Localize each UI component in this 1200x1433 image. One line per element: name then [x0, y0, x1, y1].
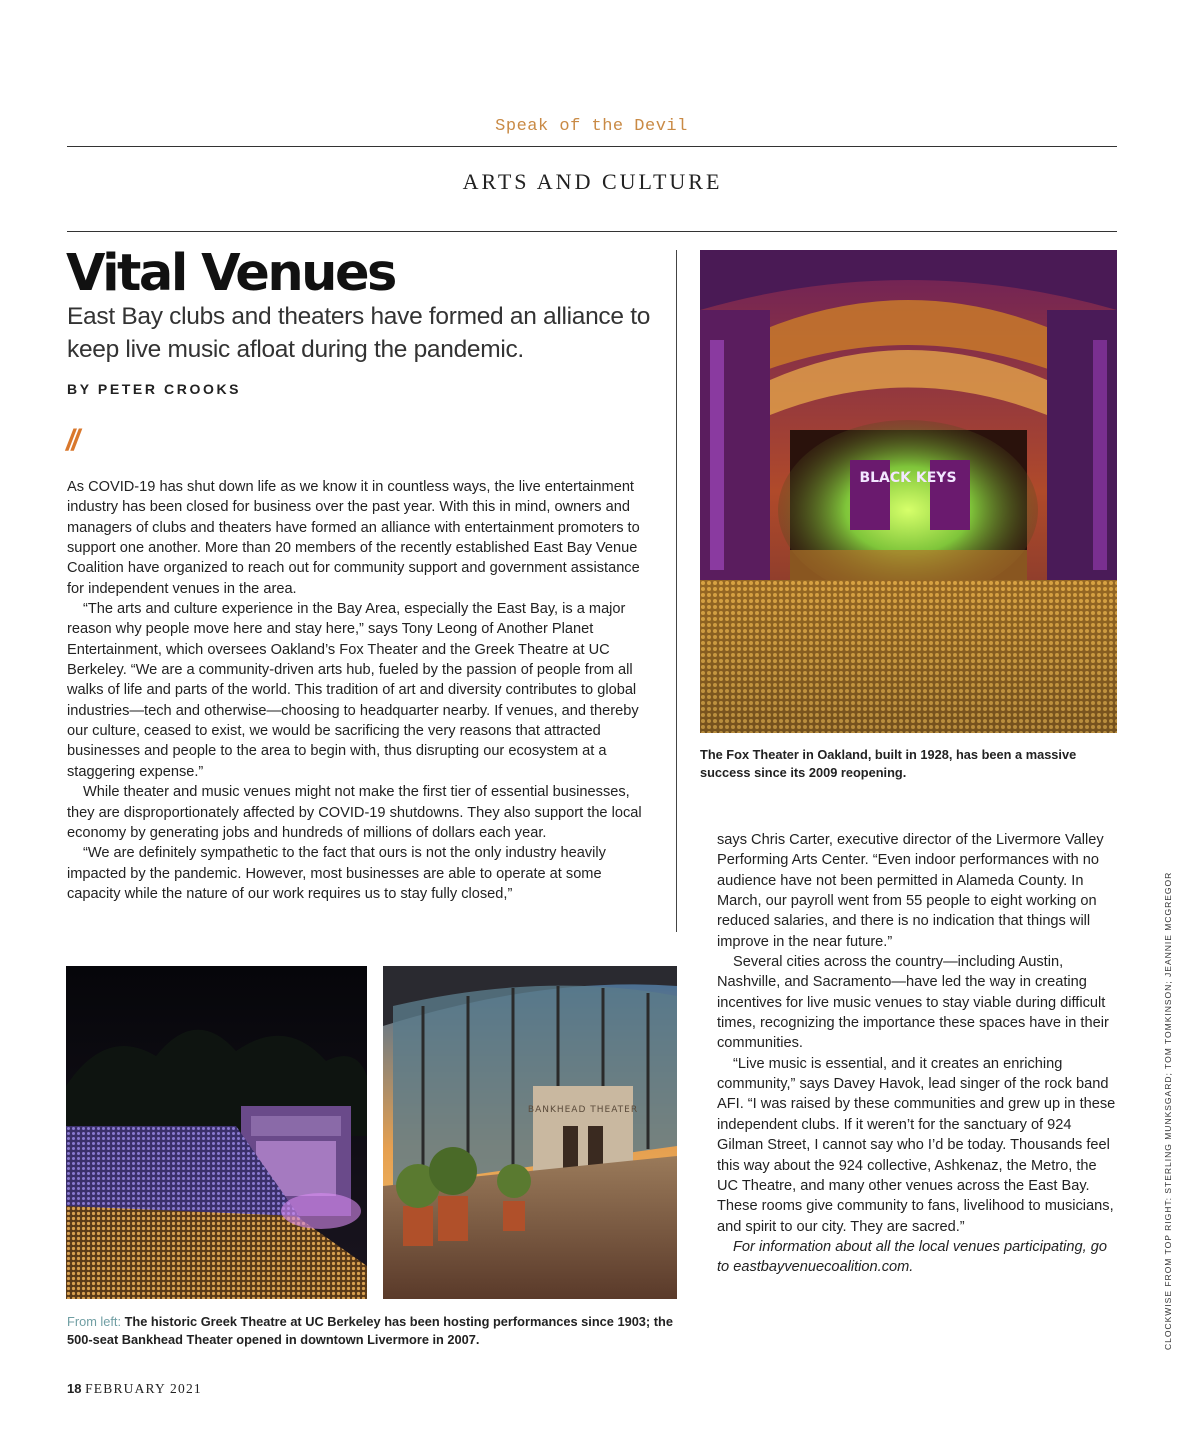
bottom-photos-caption	[67, 1313, 677, 1349]
ornament-slashes: //	[66, 424, 77, 457]
article-body-right	[717, 830, 1119, 1278]
running-header: Speak of the Devil	[495, 117, 688, 136]
headline: Vital Venues	[66, 244, 395, 303]
greek-theatre-illustration	[66, 966, 367, 1299]
issue-date: FEBRUARY 2021	[85, 1381, 202, 1396]
page-number: 18	[67, 1381, 82, 1396]
paragraph: says Chris Carter, executive director of the Livermore Valley Performing Arts Center. “Even indoor performances with no audience have not been permitted in Alameda County. In March, our payroll went from 55 people to eight working on reduced salaries, and there is no indication that things will improve in the near future.”	[717, 832, 1104, 950]
paragraph: Several cities across the country—including Austin, Nashville, and Sacramento—have led the way in creating incentives for live music venues to stay viable during difficult times, recognizing the importance these spaces have in their communities.	[717, 954, 1109, 1052]
fox-theater-photo	[700, 250, 1117, 733]
caption-text: The historic Greek Theatre at UC Berkeley has been hosting performances since 1903; the 500-seat Bankhead Theater opened in downtown Livermore in 2007.	[67, 1314, 673, 1347]
bankhead-theater-illustration	[383, 966, 677, 1299]
byline: BY PETER CROOKS	[67, 381, 242, 397]
column-divider	[676, 250, 677, 932]
header-rule-top	[67, 146, 1117, 147]
closing-note: For information about all the local venues participating, go to eastbayvenuecoalition.com.	[717, 1238, 1107, 1276]
paragraph: As COVID-19 has shut down life as we know it in countless ways, the live entertainment industry has been closed for business over the past year. With this in mind, owners and managers of clubs and theaters have formed an alliance with entertainment promoters to support one another. More than 20 members of the recently established East Bay Venue Coalition have organized to reach out for community support and government assistance for independent venues in the area.	[67, 479, 640, 597]
dek: East Bay clubs and theaters have formed an alliance to keep live music afloat during the pandemic.	[67, 303, 651, 363]
stage-banner: BLACK KEYS	[859, 470, 957, 486]
paragraph: “Live music is essential, and it creates an enriching community,” says Davey Havok, lead singer of the rock band AFI. “I was raised by these communities and grew up in these independent clubs. If it weren’t for the sanctuary of 924 Gilman Street, I cannot say who I’d be today. Thousands feel this way about the 924 collective, Ashkenaz, the Metro, the UC Theatre, and many other venues across the East Bay. These rooms give community to fans, livelihood to musicians, and spirit to our city. They are sacred.”	[717, 1055, 1116, 1235]
bankhead-theater-photo	[383, 966, 677, 1299]
paragraph: While theater and music venues might not make the first tier of essential businesses, they are disproportionately affected by COVID-19 shutdowns. They also support the local economy by generating jobs and hundreds of millions of dollars each year.	[67, 784, 642, 841]
fox-photo-caption: The Fox Theater in Oakland, built in 1928, has been a massive success since its 2009 reopening.	[700, 747, 1077, 780]
fox-theater-illustration	[700, 250, 1117, 733]
header-rule-bottom	[67, 231, 1117, 232]
caption-lead: From left:	[67, 1314, 122, 1329]
paragraph: “The arts and culture experience in the Bay Area, especially the East Bay, is a major reason why people move here and stay here,” says Tony Leong of Another Planet Entertainment, which oversees Oakland’s Fox Theater and the Greek Theatre at UC Berkeley. “We are a community-driven arts hub, fueled by the passion of people from all walks of life and parts of the world. This tradition of art and diversity contributes to global industries—tech and otherwise—choosing to headquarter nearby. If venues, and thereby our culture, ceased to exist, we would be sacrificing the very reasons that attracted businesses and people to the area to begin with, thus disrupting our ecosystem at a staggering expense.”	[67, 601, 639, 780]
section-label: ARTS AND CULTURE	[462, 169, 723, 194]
paragraph: “We are definitely sympathetic to the fact that ours is not the only industry heavily impacted by the pandemic. However, most businesses are able to operate at some capacity while the nature of our work requires us to stay fully closed,”	[67, 845, 606, 902]
page-folio	[67, 1381, 202, 1397]
greek-theatre-photo	[66, 966, 367, 1299]
photo-credits: CLOCKWISE FROM TOP RIGHT: STERLING MUNKSGARD; TOM TOMKINSON; JEANNIE MCGREGOR	[1163, 871, 1173, 1350]
bankhead-sign: BANKHEAD THEATER	[527, 1105, 639, 1115]
article-body-left	[67, 477, 649, 904]
